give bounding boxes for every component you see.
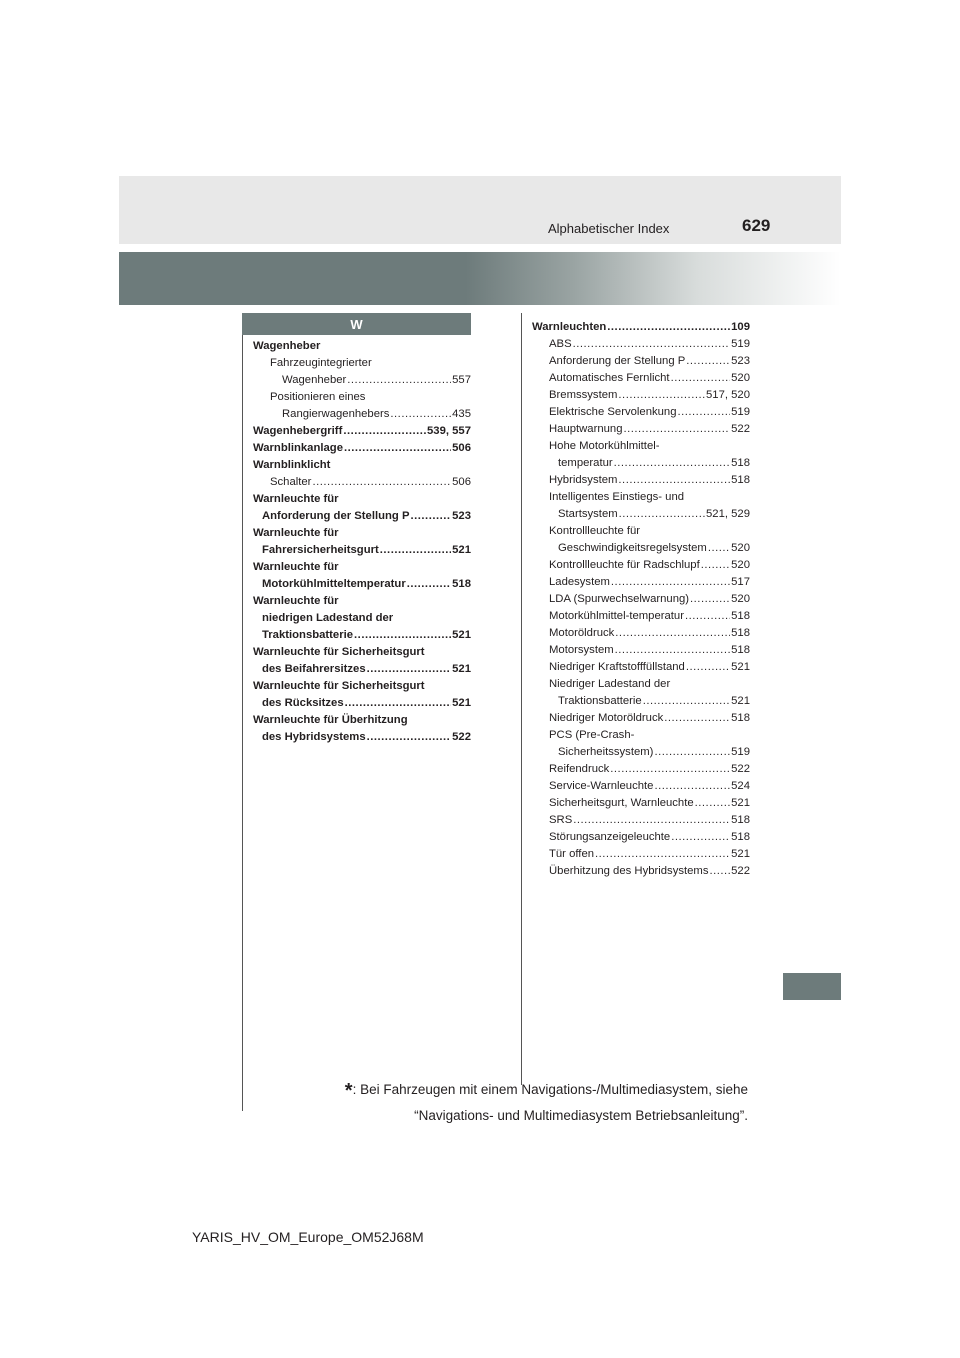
index-entry <box>532 523 750 540</box>
dot-leader <box>411 508 452 525</box>
index-entry-term: niedrigen Ladestand der <box>262 612 394 624</box>
index-entry <box>253 508 471 525</box>
index-entry-term: Intelligentes Einstiegs- und <box>549 491 685 503</box>
page-number: 629 <box>742 216 771 235</box>
index-entry-term: Wagenheber <box>282 374 347 386</box>
index-entry-term: Hohe Motorkühlmittel- <box>549 440 660 452</box>
index-entry-page: 109 <box>731 321 750 333</box>
index-entry <box>532 846 750 863</box>
chapter-side-tab <box>783 973 841 1000</box>
index-entry <box>532 404 750 421</box>
dot-leader <box>685 608 730 625</box>
index-entry-term: SRS <box>549 814 573 826</box>
index-entry-page: 506 <box>452 476 471 488</box>
index-entry-term: Motorsystem <box>549 644 614 656</box>
index-entry-term: Warnleuchte für <box>253 527 339 539</box>
dot-leader <box>610 761 730 778</box>
index-entry <box>253 576 471 593</box>
index-entry-term: Niedriger Motoröldruck <box>549 712 664 724</box>
left-column-rule <box>242 335 243 1111</box>
dot-leader <box>623 421 730 438</box>
dot-leader <box>619 506 705 523</box>
dot-leader <box>690 591 730 608</box>
index-entry <box>532 421 750 438</box>
index-entry-term: Hauptwarnung <box>549 423 623 435</box>
dot-leader <box>695 795 731 812</box>
dot-leader <box>654 778 730 795</box>
index-entry <box>532 353 750 370</box>
index-entry <box>253 542 471 559</box>
chapter-bar <box>119 252 841 305</box>
index-entry <box>253 644 471 661</box>
index-entry-term: Warnleuchte für <box>253 561 339 573</box>
dot-leader <box>618 472 730 489</box>
index-entry-page: 521 <box>452 697 471 709</box>
dot-leader <box>654 744 730 761</box>
dot-leader <box>607 319 730 336</box>
index-entry-page: 523 <box>731 355 750 367</box>
index-entry-term: Tür offen <box>549 848 595 860</box>
index-entry-term: Wagenhebergriff <box>253 425 343 437</box>
index-entry-term: Niedriger Ladestand der <box>549 678 671 690</box>
index-entry <box>532 727 750 744</box>
index-entry <box>253 559 471 576</box>
index-entry <box>253 372 471 389</box>
index-entry-term: Niedriger Kraftstofffüllstand <box>549 661 685 673</box>
index-entry-term: Anforderung der Stellung P <box>549 355 686 367</box>
index-entry-term: Schalter <box>270 476 312 488</box>
index-entry <box>532 608 750 625</box>
dot-leader <box>671 829 730 846</box>
index-entry <box>532 676 750 693</box>
index-entry-term: Warnleuchte für Sicherheitsgurt <box>253 646 425 658</box>
index-entry-page: 435 <box>452 408 471 420</box>
index-entry <box>532 744 750 761</box>
index-entry-page: 521 <box>731 797 750 809</box>
footnote-line-2-wrap <box>414 1108 748 1123</box>
index-entry-page: 518 <box>452 578 471 590</box>
index-entry-term: Geschwindigkeitsregelsystem <box>558 542 707 554</box>
index-entry <box>253 678 471 695</box>
index-entry-term: Warnleuchte für Sicherheitsgurt <box>253 680 425 692</box>
index-entry <box>532 506 750 523</box>
index-entry-page: 518 <box>731 474 750 486</box>
footnote-marker: * <box>344 1080 353 1102</box>
index-entry <box>532 319 750 336</box>
index-entry <box>532 863 750 880</box>
index-entry-page: 523 <box>452 510 471 522</box>
index-entry-term: Ladesystem <box>549 576 610 588</box>
index-entry-term: Kontrollleuchte für <box>549 525 641 537</box>
index-entry-page: 522 <box>731 763 750 775</box>
dot-leader <box>709 863 730 880</box>
dot-leader <box>618 387 705 404</box>
index-entry <box>253 389 471 406</box>
index-entry-term: Warnleuchte für Überhitzung <box>253 714 408 726</box>
index-entry-term: Warnblinklicht <box>253 459 331 471</box>
index-entry <box>532 557 750 574</box>
index-entry-page: 522 <box>452 731 471 743</box>
index-entry-page: 519 <box>731 746 750 758</box>
header-band <box>119 176 841 244</box>
dot-leader <box>343 423 426 440</box>
index-letter-header: W <box>242 313 471 335</box>
dot-leader <box>611 574 730 591</box>
dot-leader <box>677 404 730 421</box>
index-entry-term: Startsystem <box>558 508 618 520</box>
index-entry-term: Fahrersicherheitsgurt <box>262 544 379 556</box>
index-entry-term: Wagenheber <box>253 340 321 352</box>
index-entry-page: 521 <box>452 544 471 556</box>
dot-leader <box>615 642 730 659</box>
index-entry-page: 518 <box>731 457 750 469</box>
index-entry-page: 520 <box>731 559 750 571</box>
index-entry <box>253 661 471 678</box>
index-entry-page: 520 <box>731 542 750 554</box>
index-entry-page: 506 <box>452 442 471 454</box>
index-entry-term: Kontrollleuchte für Radschlupf <box>549 559 700 571</box>
dot-leader <box>367 661 452 678</box>
index-entry-term: Warnleuchte für <box>253 595 339 607</box>
index-entry-term: Warnleuchte für <box>253 493 339 505</box>
index-entry <box>532 829 750 846</box>
index-entry-term: Service-Warnleuchte <box>549 780 654 792</box>
index-entry-term: Bremssystem <box>549 389 618 401</box>
index-entry <box>532 642 750 659</box>
index-entry-term: Elektrische Servolenkung <box>549 406 677 418</box>
dot-leader <box>573 812 730 829</box>
index-entry-term: des Beifahrersitzes <box>262 663 366 675</box>
index-entry-page: 520 <box>731 372 750 384</box>
index-entry-term: Traktionsbatterie <box>262 629 354 641</box>
index-entry <box>532 659 750 676</box>
index-entry-term: Sicherheitsgurt, Warnleuchte <box>549 797 694 809</box>
document-id: YARIS_HV_OM_Europe_OM52J68M <box>192 1229 424 1245</box>
index-entry <box>253 593 471 610</box>
index-entry-page: 524 <box>731 780 750 792</box>
index-entry-page: 521 <box>452 663 471 675</box>
index-entry <box>253 525 471 542</box>
index-entry-term: Überhitzung des Hybridsystems <box>549 865 709 877</box>
index-entry-page: 519 <box>731 338 750 350</box>
index-entry <box>532 693 750 710</box>
index-entry-page: 518 <box>731 712 750 724</box>
index-entry-page: 522 <box>731 865 750 877</box>
dot-leader <box>347 372 451 389</box>
index-entry-term: Anforderung der Stellung P <box>262 510 410 522</box>
dot-leader <box>614 455 731 472</box>
index-entry <box>532 761 750 778</box>
dot-leader <box>344 440 451 457</box>
index-entry <box>532 812 750 829</box>
index-entry-page: 521 <box>452 629 471 641</box>
index-entry-term: Motorkühlmittel-temperatur <box>549 610 684 622</box>
index-entry <box>532 540 750 557</box>
index-entry <box>532 625 750 642</box>
index-entry-term: Motoröldruck <box>549 627 615 639</box>
index-entry-term: Hybridsystem <box>549 474 618 486</box>
index-entry <box>253 729 471 746</box>
index-entry <box>253 440 471 457</box>
index-entry <box>532 472 750 489</box>
index-entry-page: 519 <box>731 406 750 418</box>
dot-leader <box>407 576 451 593</box>
index-entry-page: 539, 557 <box>427 425 471 437</box>
index-entry <box>253 423 471 440</box>
index-entry-term: LDA (Spurwechselwarnung) <box>549 593 690 605</box>
index-entry <box>532 370 750 387</box>
index-entry <box>253 627 471 644</box>
index-entry-page: 521, 529 <box>706 508 750 520</box>
index-entry-page: 518 <box>731 610 750 622</box>
index-entry-term: Sicherheitssystem) <box>558 746 654 758</box>
footnote-line-1: : Bei Fahrzeugen mit einem Navigations-/Multimediasystem, siehe <box>352 1082 748 1097</box>
index-entry <box>532 489 750 506</box>
index-entry-term: Motorkühlmitteltemperatur <box>262 578 406 590</box>
index-entry-page: 518 <box>731 814 750 826</box>
dot-leader <box>390 406 451 423</box>
index-entry <box>253 695 471 712</box>
index-entry-term: des Hybridsystems <box>262 731 366 743</box>
index-entry-term: Fahrzeugintegrierter <box>270 357 372 369</box>
dot-leader <box>708 540 730 557</box>
index-entry-term: des Rücksitzes <box>262 697 344 709</box>
index-entry <box>253 355 471 372</box>
index-entry <box>253 610 471 627</box>
dot-leader <box>312 474 451 491</box>
index-entry-term: Positionieren eines <box>270 391 366 403</box>
index-entry-term: temperatur <box>558 457 613 469</box>
dot-leader <box>615 625 730 642</box>
index-entry-page: 517 <box>731 576 750 588</box>
index-entry-term: Warnblinkanlage <box>253 442 343 454</box>
dot-leader <box>367 729 452 746</box>
index-entry-page: 521 <box>731 661 750 673</box>
index-entry-term: PCS (Pre-Crash- <box>549 729 635 741</box>
dot-leader <box>686 659 730 676</box>
index-entry <box>532 438 750 455</box>
index-entry <box>532 387 750 404</box>
dot-leader <box>354 627 451 644</box>
index-entry <box>253 491 471 508</box>
index-entry <box>253 474 471 491</box>
index-entry <box>532 778 750 795</box>
index-column-left <box>253 338 471 746</box>
dot-leader <box>380 542 451 559</box>
dot-leader <box>345 695 452 712</box>
footnote-line-2: “Navigations- und Multimediasystem Betriebsanleitung”. <box>414 1108 748 1123</box>
index-entry <box>532 336 750 353</box>
index-entry-term: Traktionsbatterie <box>558 695 642 707</box>
index-entry-page: 557 <box>452 374 471 386</box>
index-entry-term: Warnleuchten <box>532 321 607 333</box>
index-entry <box>532 795 750 812</box>
index-entry-term: Rangierwagenhebers <box>282 408 390 420</box>
footnote <box>345 1080 748 1103</box>
dot-leader <box>701 557 730 574</box>
index-entry <box>532 591 750 608</box>
index-entry <box>253 338 471 355</box>
index-entry <box>253 457 471 474</box>
column-divider-rule <box>521 313 522 1085</box>
index-entry-term: Automatisches Fernlicht <box>549 372 670 384</box>
section-title: Alphabetischer Index <box>548 221 670 236</box>
index-entry-page: 520 <box>731 593 750 605</box>
index-entry-page: 518 <box>731 627 750 639</box>
dot-leader <box>573 336 731 353</box>
index-entry-term: Störungsanzeigeleuchte <box>549 831 671 843</box>
dot-leader <box>664 710 730 727</box>
index-entry <box>253 406 471 423</box>
index-entry-page: 522 <box>731 423 750 435</box>
index-entry-page: 518 <box>731 831 750 843</box>
index-column-right <box>532 319 750 880</box>
index-entry-term: Reifendruck <box>549 763 610 775</box>
dot-leader <box>671 370 731 387</box>
dot-leader <box>686 353 730 370</box>
dot-leader <box>595 846 730 863</box>
index-entry-page: 517, 520 <box>706 389 750 401</box>
index-entry <box>532 455 750 472</box>
index-entry-page: 518 <box>731 644 750 656</box>
index-entry-term: ABS <box>549 338 572 350</box>
index-entry-page: 521 <box>731 848 750 860</box>
index-entry <box>253 712 471 729</box>
index-entry <box>532 710 750 727</box>
dot-leader <box>643 693 730 710</box>
index-entry-page: 521 <box>731 695 750 707</box>
index-entry <box>532 574 750 591</box>
